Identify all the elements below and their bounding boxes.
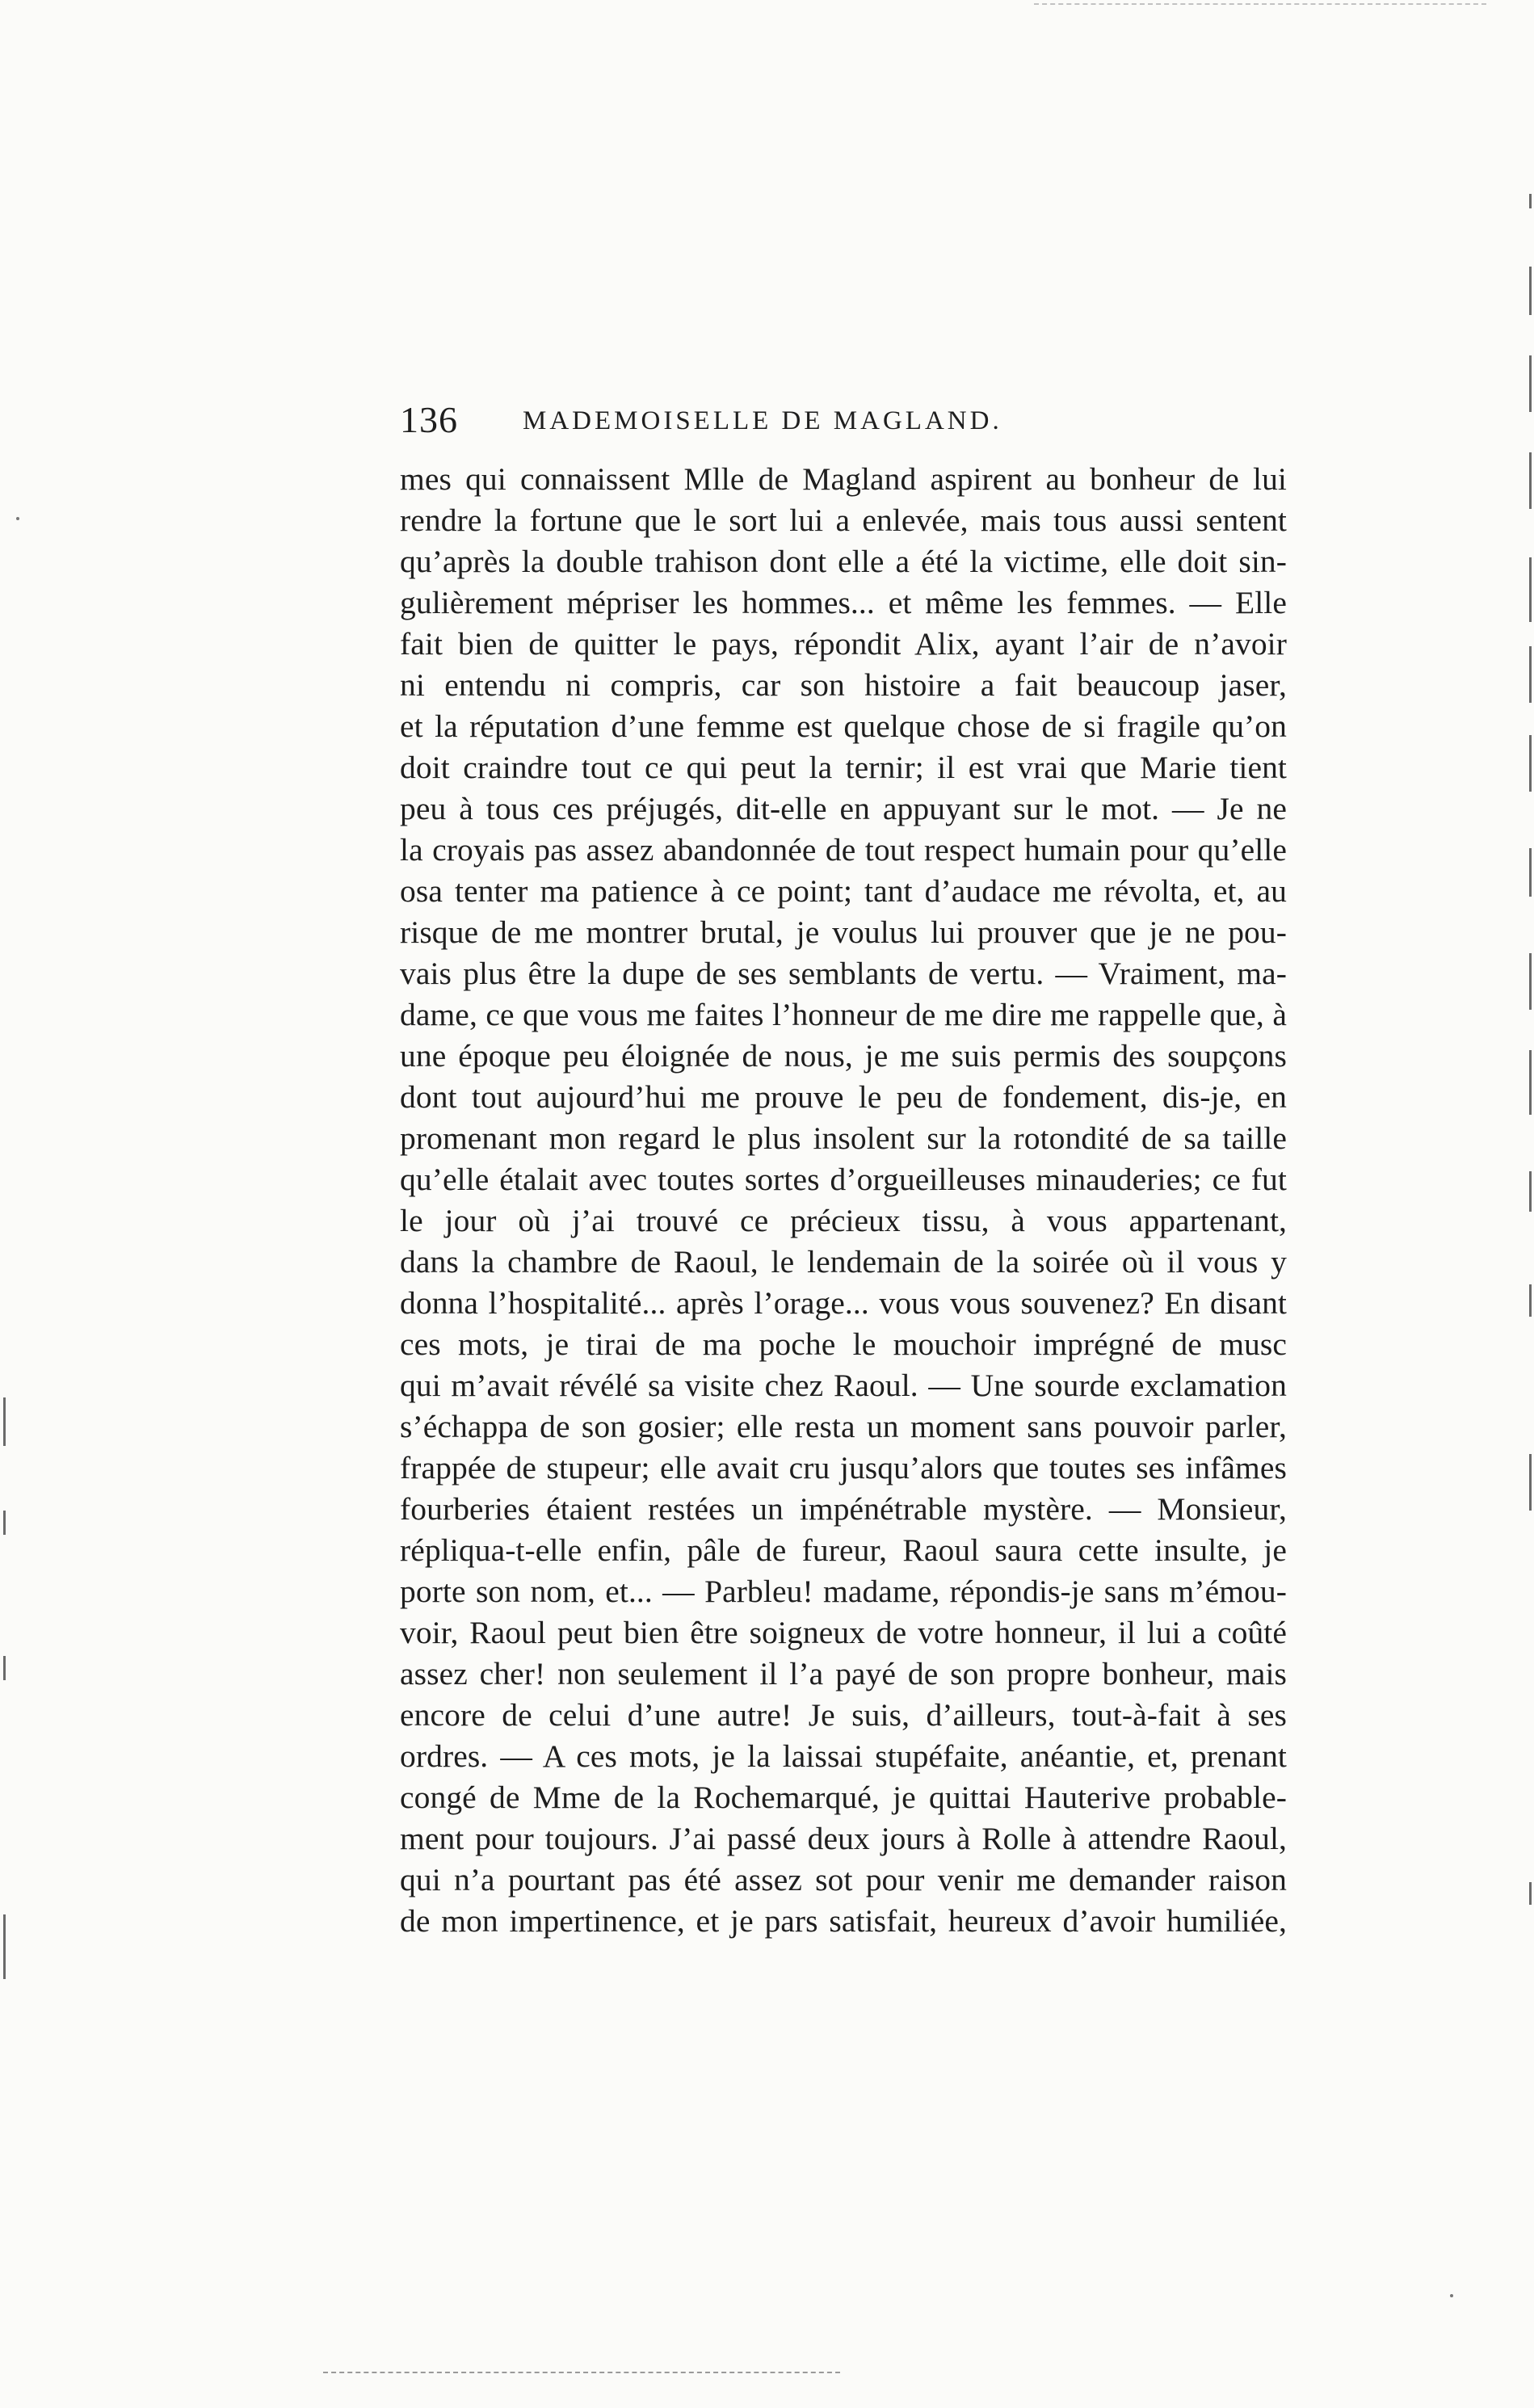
text-line: gulièrement mépriser les hommes... et même les femmes. — Elle [400, 585, 1287, 620]
running-title: MADEMOISELLE DE MAGLAND. [523, 406, 1002, 435]
text-line: s’échappa de son gosier; elle resta un moment sans pouvoir parler, [400, 1409, 1287, 1444]
scan-speck [1450, 2294, 1453, 2297]
text-line: promenant mon regard le plus insolent sur la rotondité de sa taille [400, 1120, 1287, 1156]
text-line: dont tout aujourd’hui me prouve le peu de fondement, dis-je, en [400, 1079, 1287, 1115]
text-line: fourberies étaient restées un impénétrable mystère. — Monsieur, [400, 1491, 1287, 1527]
scan-mark [1529, 646, 1532, 703]
scan-speck [16, 517, 19, 520]
scan-mark [1529, 452, 1532, 509]
body-text [400, 459, 1287, 1942]
text-line: mes qui connaissent Mlle de Magland aspirent au bonheur de lui [400, 461, 1287, 497]
text-line: dans la chambre de Raoul, le lendemain de la soirée où il vous y [400, 1244, 1287, 1280]
text-line: dame, ce que vous me faites l’honneur de me dire me rappelle que, à [400, 997, 1287, 1032]
text-line: une époque peu éloignée de nous, je me suis permis des soupçons [400, 1038, 1287, 1074]
scan-edge-mark [323, 2372, 840, 2373]
text-line: frappée de stupeur; elle avait cru jusqu’alors que toutes ses infâmes [400, 1450, 1287, 1486]
text-line: porte son nom, et... — Parbleu! madame, répondis-je sans m’émou- [400, 1574, 1287, 1609]
text-line: qui m’avait révélé sa visite chez Raoul. — Une sourde exclamation [400, 1368, 1287, 1403]
text-line: osa tenter ma patience à ce point; tant d’audace me révolta, et, au [400, 873, 1287, 909]
scan-mark [1529, 194, 1532, 208]
text-line: vais plus être la dupe de ses semblants de vertu. — Vraiment, ma- [400, 956, 1287, 991]
text-line: peu à tous ces préjugés, dit-elle en appuyant sur le mot. — Je ne [400, 791, 1287, 826]
scan-mark [1529, 1050, 1532, 1115]
scan-mark [3, 1914, 6, 1979]
text-line: qu’après la double trahison dont elle a été la victime, elle doit sin- [400, 544, 1287, 579]
scan-mark [1529, 355, 1532, 412]
text-line: risque de me montrer brutal, je voulus lui prouver que je ne pou- [400, 914, 1287, 950]
page-header [400, 398, 1288, 447]
scan-edge-mark [1034, 3, 1486, 5]
text-line: ment pour toujours. J’ai passé deux jours à Rolle à attendre Raoul, [400, 1821, 1287, 1856]
text-line: de mon impertinence, et je pars satisfait, heureux d’avoir humiliée, [400, 1903, 1287, 1939]
scan-mark [1529, 1284, 1532, 1317]
text-line: répliqua-t-elle enfin, pâle de fureur, Raoul saura cette insulte, je [400, 1532, 1287, 1568]
scan-mark [1529, 735, 1532, 792]
page-number: 136 [400, 399, 458, 440]
scan-mark [3, 1656, 6, 1680]
scan-mark [3, 1511, 6, 1535]
text-line: voir, Raoul peut bien être soigneux de votre honneur, il lui a coûté [400, 1615, 1287, 1650]
text-line: rendre la fortune que le sort lui a enlevée, mais tous aussi sentent [400, 502, 1287, 538]
text-line: la croyais pas assez abandonnée de tout respect humain pour qu’elle [400, 832, 1287, 868]
text-line: ordres. — A ces mots, je la laissai stupéfaite, anéantie, et, prenant [400, 1738, 1287, 1774]
text-line: fait bien de quitter le pays, répondit Alix, ayant l’air de n’avoir [400, 626, 1287, 662]
text-line: congé de Mme de la Rochemarqué, je quittai Hauterive probable- [400, 1780, 1287, 1815]
scan-mark [1529, 267, 1532, 315]
text-line: le jour où j’ai trouvé ce précieux tissu, à vous appartenant, [400, 1203, 1287, 1238]
text-line: ces mots, je tirai de ma poche le mouchoir imprégné de musc [400, 1326, 1287, 1362]
scan-mark [1529, 557, 1532, 622]
text-line: qui n’a pourtant pas été assez sot pour venir me demander raison [400, 1862, 1287, 1897]
text-line: qu’elle étalait avec toutes sortes d’orgueilleuses minauderies; ce fut [400, 1162, 1287, 1197]
scan-mark [1529, 1454, 1532, 1511]
text-line: encore de celui d’une autre! Je suis, d’ailleurs, tout-à-fait à ses [400, 1697, 1287, 1733]
text-line: doit craindre tout ce qui peut la ternir; il est vrai que Marie tient [400, 750, 1287, 785]
scan-mark [1529, 848, 1532, 897]
text-line: et la réputation d’une femme est quelque chose de si fragile qu’on [400, 708, 1287, 744]
scan-mark [1529, 953, 1532, 1010]
text-line: ni entendu ni compris, car son histoire a fait beaucoup jaser, [400, 667, 1287, 703]
scan-mark [1529, 1171, 1532, 1212]
text-line: assez cher! non seulement il l’a payé de son propre bonheur, mais [400, 1656, 1287, 1691]
scan-mark [1529, 1882, 1532, 1905]
text-line: donna l’hospitalité... après l’orage... vous vous souvenez? En disant [400, 1285, 1287, 1321]
scan-mark [3, 1397, 6, 1446]
